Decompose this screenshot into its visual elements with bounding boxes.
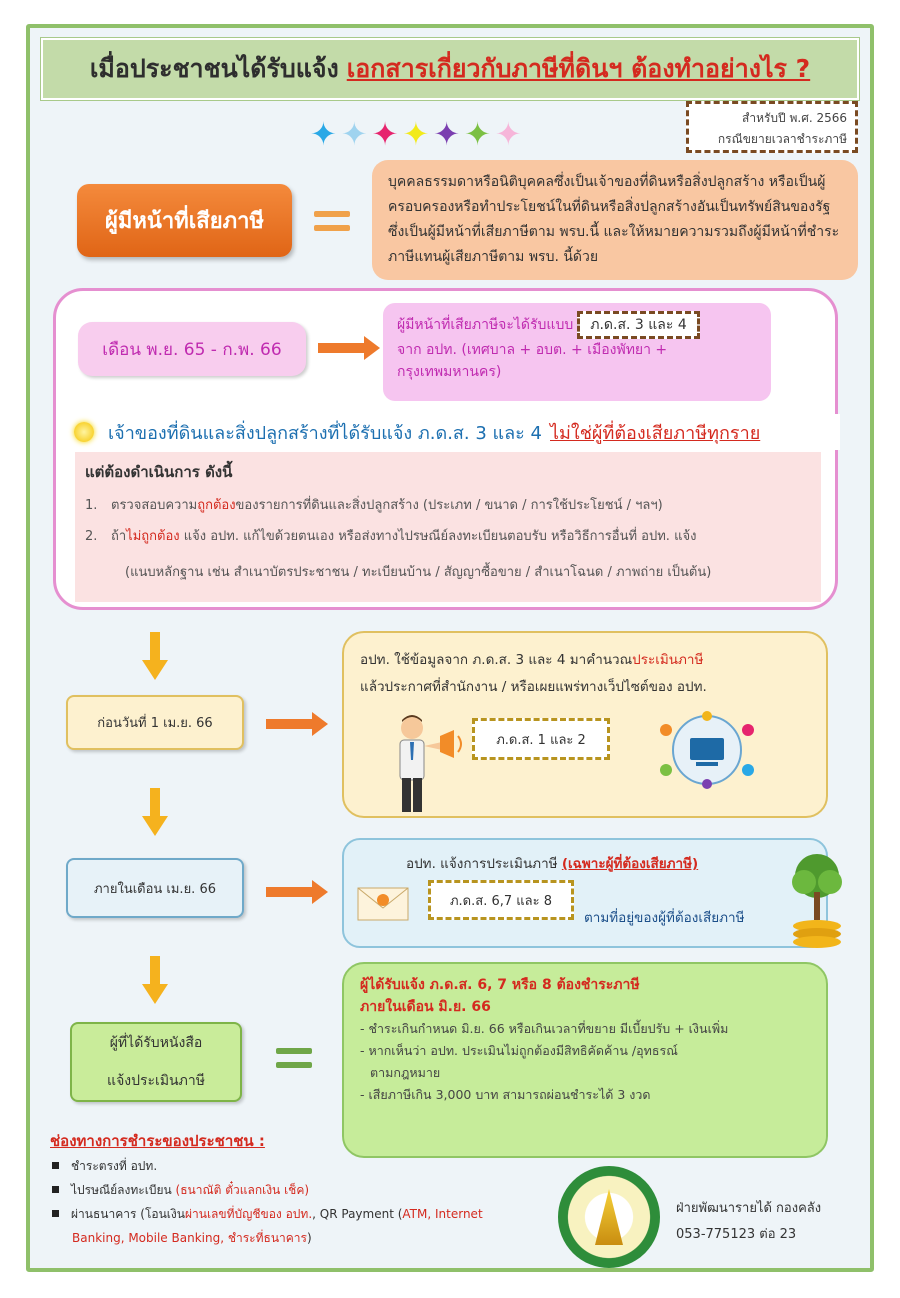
action-item-2: 2. ถ้าไม่ถูกต้อง แจ้ง อปท. แก้ไขด้วยตนเอง หรือส่งทางไปรษณีย์ลงทะเบียนตอบรับ หรือวิธีการอื่นที่ อปท. แจ้ง	[85, 529, 697, 544]
stage2-line2: แล้วประกาศที่สำนักงาน / หรือเผยแพร่ทางเว็ปไซต์ของ อปท.	[360, 679, 707, 695]
stage4-title1: ผู้ได้รับแจ้ง ภ.ด.ส. 6, 7 หรือ 8 ต้องชำระภาษี	[360, 977, 640, 993]
receive-prefix: ผู้มีหน้าที่เสียภาษีจะได้รับแบบ	[397, 317, 574, 333]
footer-dept: ฝ่ายพัฒนารายได้ กองคลัง	[676, 1201, 822, 1216]
stage3-line1-red: (เฉพาะผู้ที่ต้องเสียภาษี)	[561, 856, 699, 872]
action-steps	[75, 452, 821, 602]
stage3-address: ตามที่อยู่ของผู้ที่ต้องเสียภาษี	[584, 910, 745, 926]
stage3-line1: อปท. แจ้งการประเมินภาษี	[406, 856, 562, 872]
star-icon: ✦	[371, 115, 399, 153]
stage4-label: ผู้ที่ได้รับหนังสือ แจ้งประเมินภาษี	[70, 1022, 242, 1102]
payment-title: ช่องทางการชำระของประชาชน :	[50, 1132, 265, 1150]
envelope-icon	[352, 878, 414, 926]
arrow-right-icon	[266, 712, 328, 736]
year-note	[686, 101, 858, 153]
payment-item: ผ่านธนาคาร (โอนเงินผ่านเลขที่บัญชีของ อปท., QR Payment (ATM, Internet	[50, 1202, 570, 1226]
action-item-1: 1. ตรวจสอบความถูกต้องของรายการที่ดินและสิ่งปลูกสร้าง (ประเภท / ขนาด / การใช้ประโยชน์ / ฯลฯ)	[85, 498, 663, 513]
municipality-seal-logo	[558, 1166, 660, 1268]
taxpayer-label: ผู้มีหน้าที่เสียภาษี	[77, 184, 292, 257]
arrow-right-icon	[266, 880, 328, 904]
network-icon	[652, 710, 762, 790]
footer-contact	[676, 1196, 821, 1248]
star-icon: ✦	[494, 115, 522, 153]
equals-icon	[276, 1048, 312, 1068]
stage4-bullet1: - ชำระเกินกำหนด มิ.ย. 66 หรือเกินเวลาที่ขยาย มีเบี้ยปรับ + เงินเพิ่ม	[360, 1021, 729, 1036]
payment-channels	[50, 1128, 570, 1250]
stage3-forms: ภ.ด.ส. 6,7 และ 8	[428, 880, 574, 920]
page-title	[41, 38, 859, 100]
stage4-title2: ภายในเดือน มิ.ย. 66	[360, 999, 491, 1015]
stage2-line1: อปท. ใช้ข้อมูลจาก ภ.ด.ส. 3 และ 4 มาคำนวณ	[360, 652, 633, 668]
footer-phone: 053-775123 ต่อ 23	[676, 1227, 797, 1242]
payment-item: ชำระตรงที่ อปท.	[50, 1154, 570, 1178]
stage4-bullet2-cont: ตามกฎหมาย	[370, 1065, 441, 1080]
stage4-bullet2: - หากเห็นว่า อปท. ประเมินไม่ถูกต้องมีสิทธิคัดค้าน /อุทธรณ์	[360, 1043, 678, 1058]
period1-receive	[383, 303, 771, 401]
stage2-forms: ภ.ด.ส. 1 และ 2	[472, 718, 610, 760]
arrow-down-icon	[142, 788, 168, 840]
stage4-bullet3: - เสียภาษีเกิน 3,000 บาท สามารถผ่อนชำระได้ 3 งวด	[360, 1087, 651, 1102]
action-heading: แต่ต้องดำเนินการ ดังนี้	[85, 463, 233, 481]
year-note-line2: กรณีขยายเวลาชำระภาษี	[717, 132, 847, 146]
money-tree-icon	[788, 852, 846, 948]
star-icon: ✦	[310, 115, 337, 153]
year-note-line1: สำหรับปี พ.ศ. 2566	[742, 111, 847, 125]
star-icon: ✦	[340, 115, 368, 153]
star-icon: ✦	[433, 115, 461, 153]
taxpayer-definition: บุคคลธรรมดาหรือนิติบุคคลซึ่งเป็นเจ้าของที่ดินหรือสิ่งปลูกสร้าง หรือเป็นผู้ครอบครองหรือทำประโยชน์ในที่ดินหรือสิ่งปลูกสร้างอันเป็นทรัพย์สินของรัฐ ซึ่งเป็นผู้มีหน้าที่เสียภาษีตาม พรบ.นี้ และให้หมายความรวมถึงผู้มีหน้าที่ชำระภาษีแทนผู้เสียภาษีตาม พรบ. นี้ด้วย	[372, 160, 858, 280]
receive-from: จาก อปท. (เทศบาล + อบต. + เมืองพัทยา + กรุงเทพมหานคร)	[397, 342, 668, 380]
owner-notice-text: เจ้าของที่ดินและสิ่งปลูกสร้างที่ได้รับแจ้ง ภ.ด.ส. 3 และ 4	[108, 422, 542, 444]
stage2-line1-red: ประเมินภาษี	[632, 652, 704, 668]
owner-notice-highlight: ไม่ใช่ผู้ที่ต้องเสียภาษีทุกราย	[550, 422, 761, 444]
arrow-down-icon	[142, 956, 168, 1008]
owner-notice	[60, 414, 840, 450]
announcer-illustration	[380, 712, 470, 816]
title-highlight: เอกสารเกี่ยวกับภาษีที่ดินฯ ต้องทำอย่างไร ?	[346, 54, 811, 83]
stage3-panel	[342, 838, 828, 948]
stage2-label: ก่อนวันที่ 1 เม.ย. 66	[66, 695, 244, 750]
period1-label: เดือน พ.ย. 65 - ก.พ. 66	[78, 322, 306, 376]
star-icon: ✦	[464, 115, 491, 153]
decorative-stars	[310, 112, 580, 156]
payment-item: ไปรษณีย์ลงทะเบียน (ธนาณัติ ตั๋วแลกเงิน เช็ค)	[50, 1178, 570, 1202]
title-main: เมื่อประชาชนได้รับแจ้ง	[89, 54, 339, 83]
stage3-label: ภายในเดือน เม.ย. 66	[66, 858, 244, 918]
receive-forms: ภ.ด.ส. 3 และ 4	[577, 311, 700, 339]
star-icon: ✦	[402, 115, 430, 153]
arrow-down-icon	[142, 632, 168, 684]
action-item-2-note: (แนบหลักฐาน เช่น สำเนาบัตรประชาชน / ทะเบียนบ้าน / สัญญาซื้อขาย / สำเนาโฉนด / ภาพถ่าย เป็นต้น)	[125, 565, 712, 580]
sun-icon	[74, 422, 94, 442]
payment-item-cont: Banking, Mobile Banking, ชำระที่ธนาคาร)	[72, 1231, 312, 1245]
arrow-right-icon	[318, 336, 380, 360]
equals-icon	[314, 211, 350, 231]
